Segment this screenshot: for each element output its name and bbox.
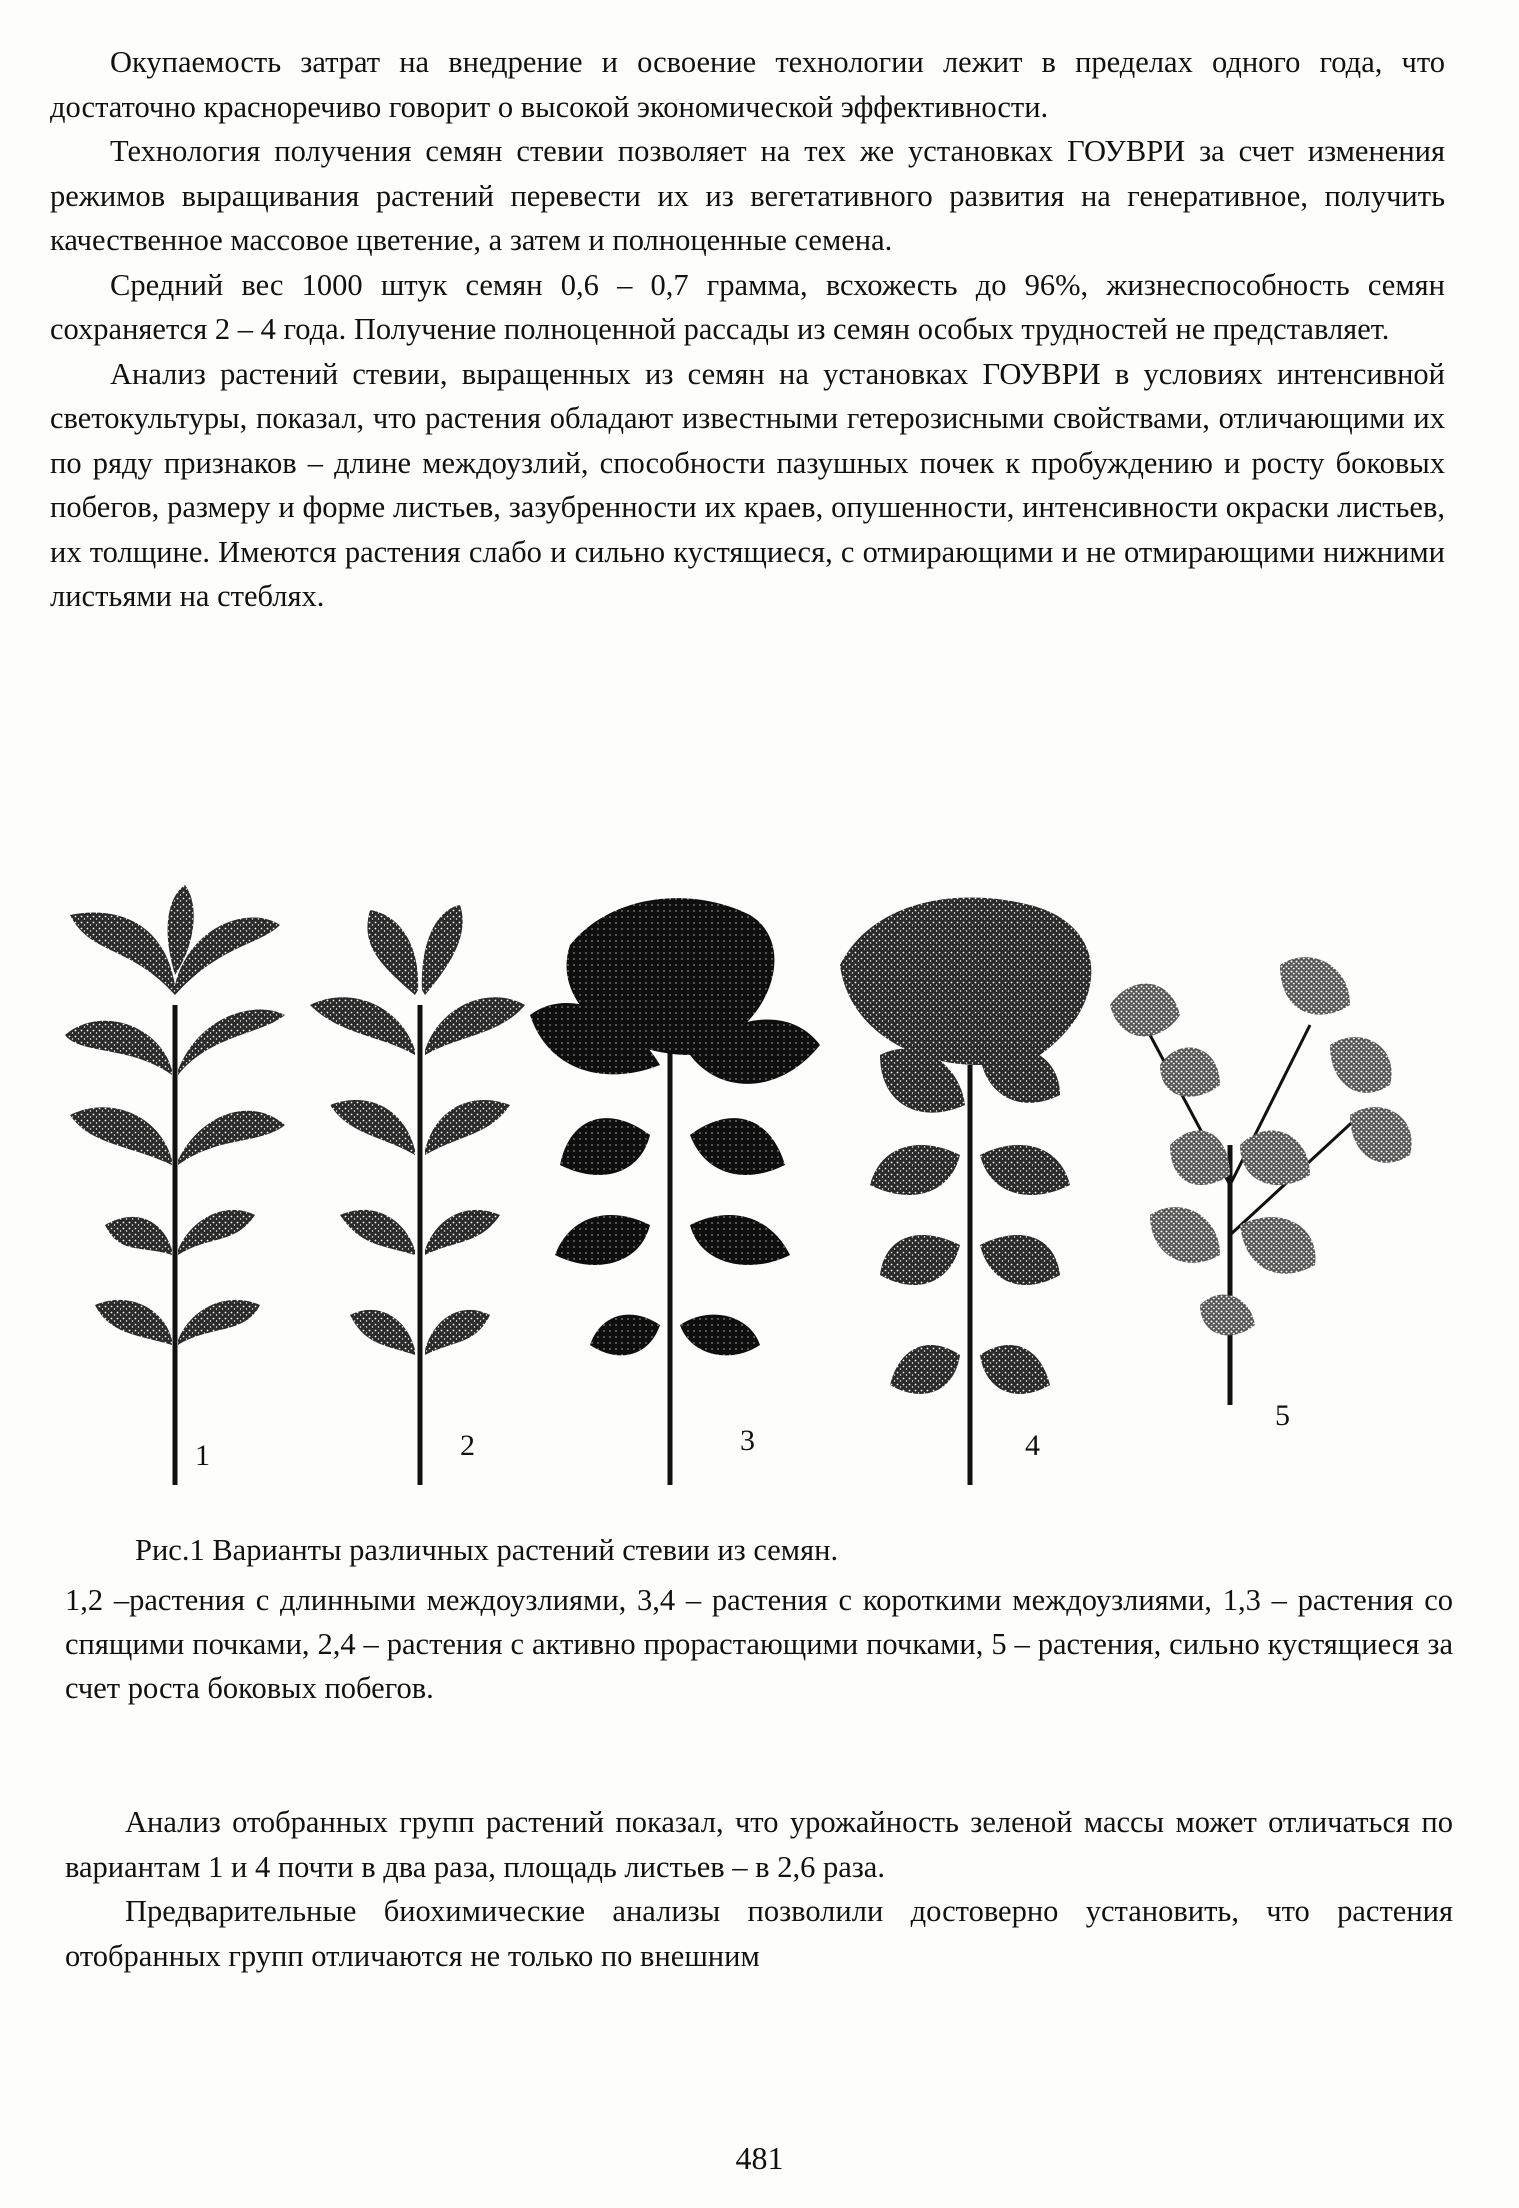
- figure-label-3: 3: [740, 1424, 755, 1457]
- paragraph-payback: Окупаемость затрат на внедрение и освоение технологии лежит в пределах одного года, что достаточно красноречиво говорит о высокой экономической эффективности.: [50, 45, 1445, 124]
- figure-label-1: 1: [195, 1439, 210, 1472]
- figure-caption-title: Рис.1 Варианты различных растений стевии из семян.: [135, 1533, 839, 1567]
- figure-label-2: 2: [460, 1429, 475, 1462]
- figure-label-5: 5: [1275, 1399, 1290, 1432]
- paragraph-seed-weight: Средний вес 1000 штук семян 0,6 – 0,7 грамма, всхожесть до 96%, жизнеспособность семян сохраняется 2 – 4 года. Получение полноценной рассады из семян особых трудностей не представляет.: [50, 267, 1445, 346]
- paragraph-biochemical-analysis: Предварительные биохимические анализы позволили достоверно установить, что растения отобранных групп отличаются не только по внешним: [65, 1894, 1453, 1973]
- plant-5-illustration: [1110, 957, 1412, 1405]
- plant-4-illustration: [840, 898, 1091, 1486]
- paragraph-plant-analysis: Анализ растений стевии, выращенных из семян на установках ГОУВРИ в условиях интенсивной светокультуры, показал, что растения обладают известными гетерозисными свойствами, отличающими их по ряду признаков – длине междоузлий, способности пазушных почек к пробуждению и росту боковых побегов, размеру и форме листьев, зазубренности их краев, опушенности, интенсивности окраски листьев, их толщине. Имеются растения слабо и сильно кустящиеся, с отмирающими и не отмирающими нижними листьями на стеблях.: [50, 356, 1445, 613]
- body-text-bottom: [65, 1800, 1453, 1978]
- paragraph-yield-analysis: Анализ отобранных групп растений показал, что урожайность зеленой массы может отличаться по вариантам 1 и 4 почти в два раза, площадь листьев – в 2,6 раза.: [65, 1805, 1453, 1884]
- paragraph-seed-technology: Технология получения семян стевии позволяет на тех же установках ГОУВРИ за счет изменения режимов выращивания растений перевести их из вегетативного развития на генеративное, получить качественное массовое цветение, а затем и полноценные семена.: [50, 134, 1445, 257]
- plant-1-illustration: [65, 885, 285, 1485]
- body-text-top: [50, 40, 1445, 619]
- plant-2-illustration: [310, 905, 525, 1485]
- figure-stevia-plants: [50, 885, 1450, 1495]
- page-number: 481: [735, 2140, 784, 2176]
- figure-label-4: 4: [1025, 1429, 1040, 1462]
- plant-3-illustration: [530, 898, 820, 1485]
- figure-caption-body: 1,2 –растения с длинными междоузлиями, 3,4 – растения с короткими междоузлиями, 1,3 – растения со спящими почками, 2,4 – растения с активно прорастающими почками, 5 – растения, сильно кустящиеся за счет роста боковых побегов.: [65, 1583, 1453, 1705]
